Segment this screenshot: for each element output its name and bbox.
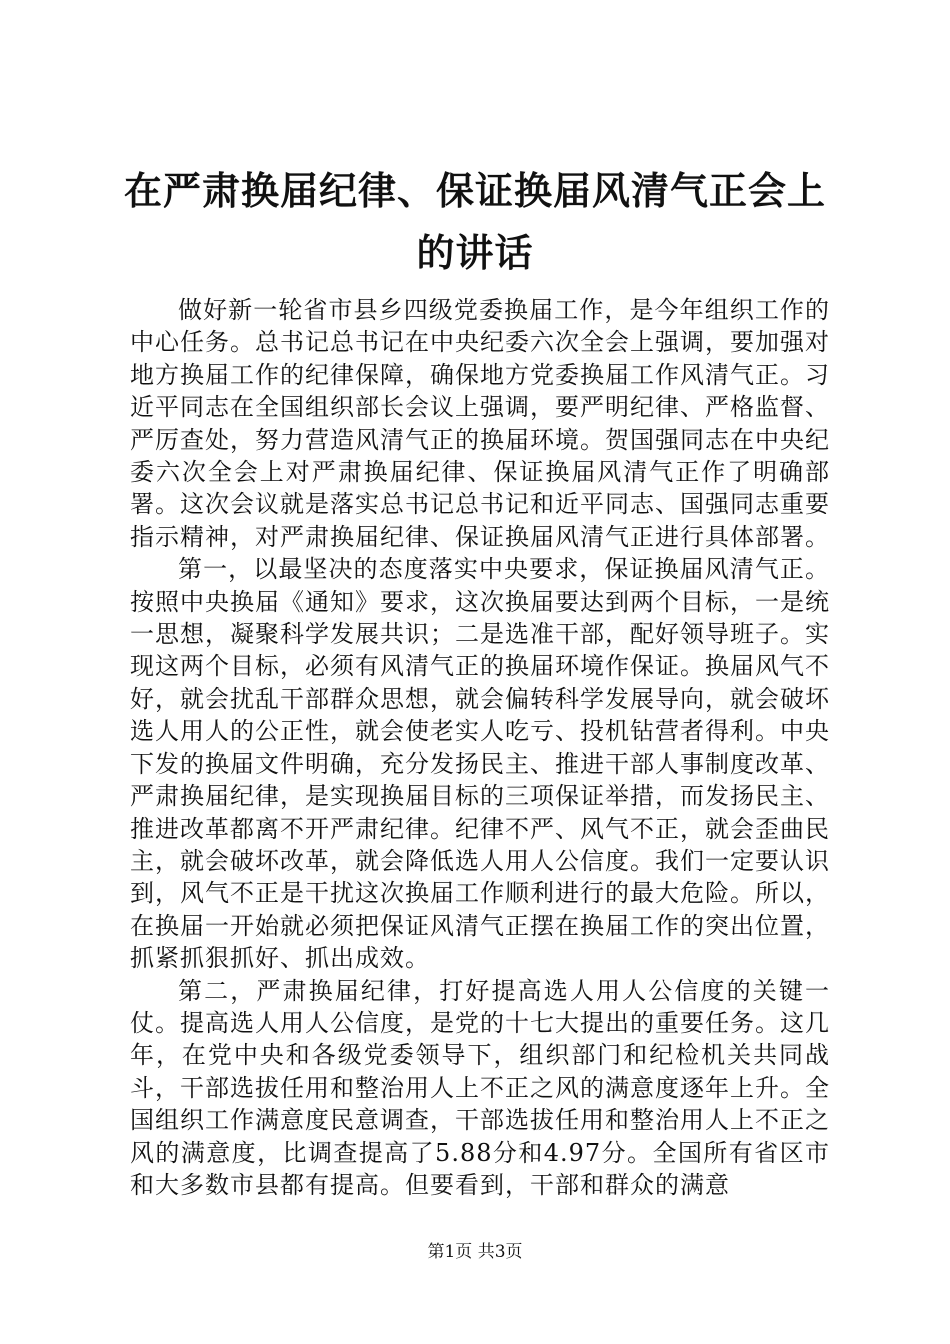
paragraph-first-point: 第一，以最坚决的态度落实中央要求，保证换届风清气正。按照中央换届《通知》要求，这次换届要达到两个目标，一是统一思想，凝聚科学发展共识；二是选准干部，配好领导班子。实现这两个目标，必须有风清气正的换届环境作保证。换届风气不好，就会扰乱干部群众思想，就会偏转科学发展导向，就会破坏选人用人的公正性，就会使老实人吃亏、投机钻营者得利。中央下发的换届文件明确，充分发扬民主、推进干部人事制度改革、严肃换届纪律，是实现换届目标的三项保证举措，而发扬民主、推进改革都离不开严肃纪律。纪律不严、风气不正，就会歪曲民主，就会破坏改革，就会降低选人用人公信度。我们一定要认识到，风气不正是干扰这次换届工作顺利进行的最大危险。所以，在换届一开始就必须把保证风清气正摆在换届工作的突出位置，抓紧抓狠抓好、抓出成效。 bbox=[130, 555, 830, 973]
document-body bbox=[130, 294, 830, 1201]
paragraph-intro: 做好新一轮省市县乡四级党委换届工作，是今年组织工作的中心任务。总书记总书记在中央纪委六次全会上强调，要加强对地方换届工作的纪律保障，确保地方党委换届工作风清气正。习近平同志在全国组织部长会议上强调，要严明纪律、严格监督、严厉查处，努力营造风清气正的换届环境。贺国强同志在中央纪委六次全会上对严肃换届纪律、保证换届风清气正作了明确部署。这次会议就是落实总书记总书记和近平同志、国强同志重要指示精神，对严肃换届纪律、保证换届风清气正进行具体部署。 bbox=[130, 296, 830, 551]
paragraph-second-point: 第二，严肃换届纪律，打好提高选人用人公信度的关键一仗。提高选人用人公信度，是党的十七大提出的重要任务。这几年，在党中央和各级党委领导下，组织部门和纪检机关共同战斗，干部选拔任用和整治用人上不正之风的满意度逐年上升。全国组织工作满意度民意调查，干部选拔任用和整治用人上不正之风的满意度，比调查提高了5.88分和4.97分。全国所有省区市和大多数市县都有提高。但要看到，干部和群众的满意 bbox=[130, 976, 830, 1199]
page-footer: 第1页 共3页 bbox=[427, 1242, 523, 1262]
document-title: 在严肃换届纪律、保证换届风清气正会上的讲话 bbox=[123, 169, 826, 275]
